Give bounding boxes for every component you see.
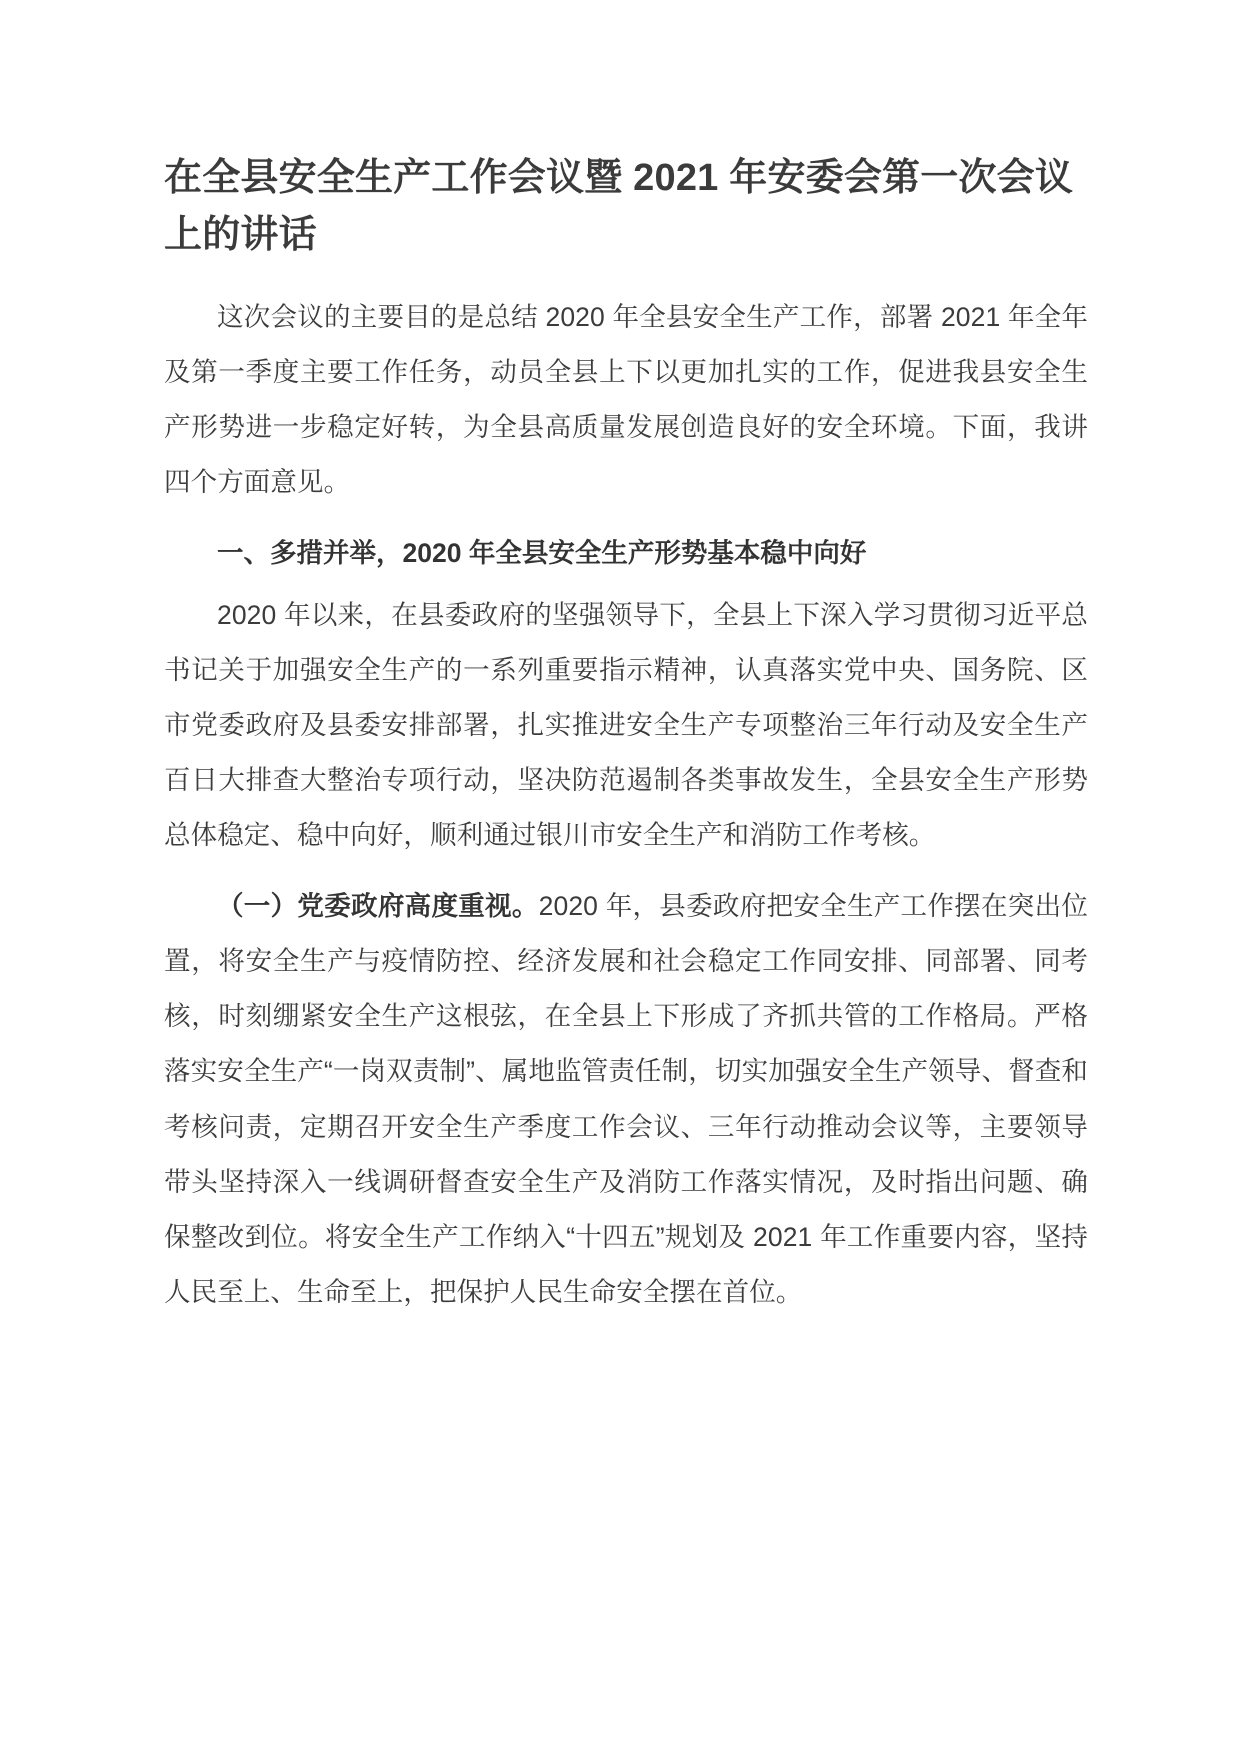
page-title: 在全县安全生产工作会议暨 2021 年安委会第一次会议上的讲话 — [164, 157, 1074, 256]
paragraph-intro: 这次会议的主要目的是总结 2020 年全县安全生产工作，部署 2021 年全年及第一季度主要工作任务，动员全县上下以更加扎实的工作，促进我县安全生产形势进一步稳定好转，为全县高质量发展创造良好的安全环境。下面，我讲四个方面意见。 — [164, 302, 1088, 498]
subsection-heading-label: （一）党委政府高度重视。 — [217, 891, 539, 922]
section-spacer — [164, 869, 1088, 879]
paragraph-section-one-body: 2020 年以来，在县委政府的坚强领导下，全县上下深入学习贯彻习近平总书记关于加强安全生产的一系列重要指示精神，认真落实党中央、国务院、区市党委政府及县委安排部署，扎实推进安全生产专项整治三年行动及安全生产百日大排查大整治专项行动，坚决防范遏制各类事故发生，全县安全生产形势总体稳定、稳中向好，顺利通过银川市安全生产和消防工作考核。 — [164, 599, 1088, 850]
section-heading-one: 一、多措并举，2020 年全县安全生产形势基本稳中向好 — [217, 538, 867, 569]
section-spacer — [164, 516, 1088, 526]
subsection-body-text: 2020 年，县委政府把安全生产工作摆在突出位置，将安全生产与疫情防控、经济发展和社会稳定工作同安排、同部署、同考核，时刻绷紧安全生产这根弦，在全县上下形成了齐抓共管的工作格局。严格落实安全生产“一岗双责制”、属地监管责任制，切实加强安全生产领导、督查和考核问责，定期召开安全生产季度工作会议、三年行动推动会议等，主要领导带头坚持深入一线调研督查安全生产及消防工作落实情况，及时指出问题、确保整改到位。将安全生产工作纳入“十四五”规划及 2021 年工作重要内容，坚持人民至上、生命至上，把保护人民生命安全摆在首位。 — [164, 891, 1088, 1307]
paragraph-subsection-one — [164, 879, 1088, 1320]
